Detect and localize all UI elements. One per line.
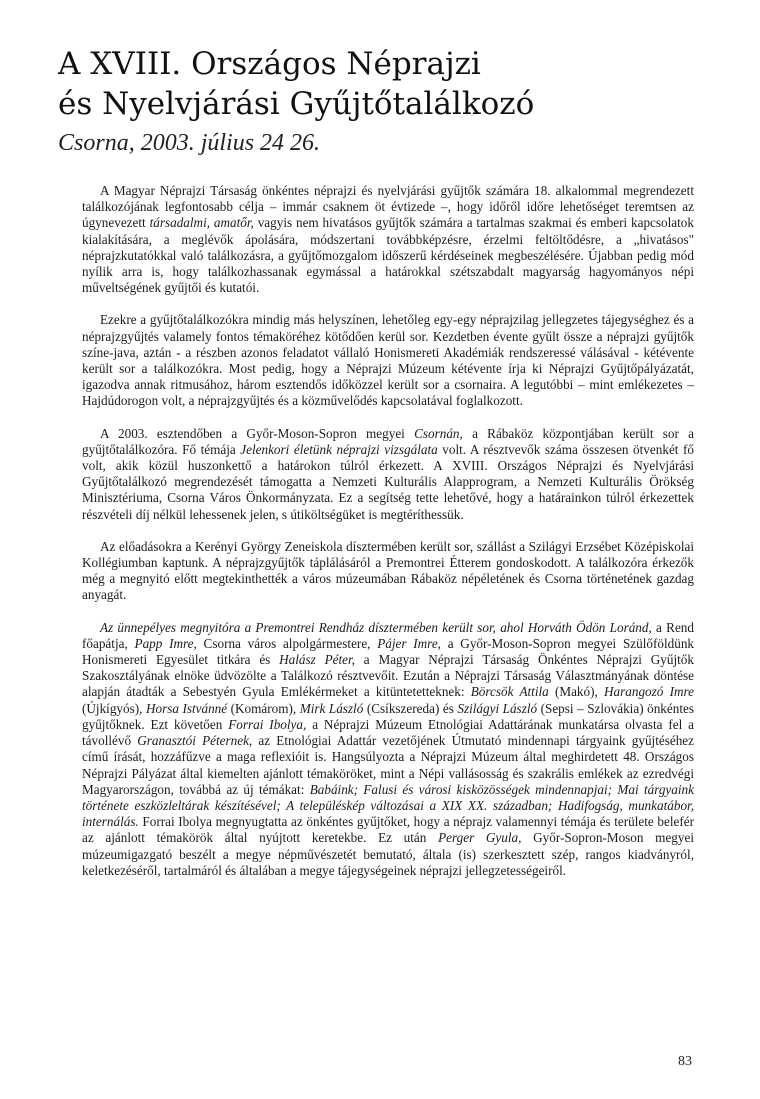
text-run: A Magyar Néprajzi Társaság önkéntes néprajzi és nyelvjárási gyűjtők számára 18. alkalommal megrendezett találkozójának legfontosabb célja – immár csaknem öt évtizede –, hogy időről időre lehetőséget teremtsen az úgynevezett bbox=[82, 183, 694, 231]
text-run: az Etnológiai Adattár vezetőjének Útmutató mindennapi tárgyaink gyűjtéséhez című írását, hozzáfűzve a maga reflexióit is. Hangsúlyozta a Néprajzi Múzeum által meghirdetett 48. Országos Néprajzi Pályázat által kiemelten ajánlott témaköröket, mint a Népi vallásosság és szakrális emlékek az ezredvégi Magyarországon, továbbá az új témákat: bbox=[82, 733, 694, 797]
body-paragraph bbox=[82, 426, 694, 523]
text-run: a Rend főapátja, bbox=[82, 619, 694, 651]
body-paragraph bbox=[82, 312, 694, 409]
body-paragraph bbox=[82, 539, 694, 604]
italic-text-run: Forrai Ibolya, bbox=[228, 716, 307, 732]
italic-text-run: társadalmi, amatőr, bbox=[149, 215, 254, 231]
italic-text-run: Perger Gyula, bbox=[438, 830, 522, 846]
text-run: Az előadásokra a Kerényi György Zeneiskola dísztermében került sor, szállást a Szilágyi Erzsébet Középiskolai Kollégiumban kaptunk. A néprajzgyűjtők táplálásáról a Premontrei Étterem gondoskodott. A találkozóra érkezők még a megnyitó előtt megtekinthették a város múzeumában Rábaköz népéletének és Csorna történetének gazdag anyagát. bbox=[82, 538, 694, 603]
page-title bbox=[58, 44, 718, 124]
text-run: Forrai Ibolya megnyugtatta az önkéntes gyűjtőket, hogy a néprajz valamennyi témája és területe belefér az ajánlott témakörök által nyújtott keretekbe. Ez után bbox=[82, 814, 694, 846]
italic-text-run: Börcsök Attila bbox=[470, 684, 549, 700]
title-line-1: A XVIII. Országos Néprajzi bbox=[58, 46, 481, 82]
italic-text-run: Granasztói Péternek, bbox=[137, 733, 253, 749]
italic-text-run: Horsa Istvánné bbox=[145, 700, 228, 716]
text-run: a Győr-Moson-Sopron megyei Szülőföldünk Honismereti Egyesület titkára és bbox=[82, 635, 695, 668]
body-paragraph bbox=[82, 620, 694, 879]
italic-text-run: Szilágyi László bbox=[457, 700, 538, 716]
italic-text-run: Jelenkori életünk néprajzi vizsgálata bbox=[240, 441, 438, 457]
text-run: (Újkígyós), bbox=[82, 700, 146, 716]
text-run: (Sepsi – Szlovákia) önkéntes gyűjtőknek. Ezt követően bbox=[82, 700, 694, 732]
text-run: a Rábaköz központjában került sor a gyűjtőtalálkozóra. Fő témája bbox=[82, 425, 694, 457]
italic-text-run: Pájer Imre, bbox=[377, 635, 441, 651]
text-run: volt. A résztvevők száma összesen ötvenkét fő volt, akik közül huszonkettő a határokon túlról érkezett. A XVIII. Országos Néprajzi és Nyelvjárási Gyűjtőtalálkozó megrendezését támogatta a Nemzeti Kulturális Alapprogram, a Nemzeti Kulturális Örökség Minisztériuma, Csorna Város Önkormányzata. Ez a segítség tette lehetővé, hogy a határainkon túlról érkezettek részvételi díj nélkül lehessenek jelen, s útiköltségüket is megtéríthessük. bbox=[82, 441, 694, 522]
article-body bbox=[82, 183, 694, 879]
text-run: a Néprajzi Múzeum Etnológiai Adattárának munkatársa olvasta fel a távollévő bbox=[82, 716, 695, 749]
italic-text-run: Halász Péter, bbox=[279, 652, 355, 668]
italic-text-run: Papp Imre, bbox=[134, 635, 197, 651]
body-paragraph bbox=[82, 183, 694, 296]
text-run: (Csíkszereda) és bbox=[363, 700, 458, 716]
text-run: Ezekre a gyűjtőtalálkozókra mindig más helyszínen, lehetőleg egy-egy néprajzilag jellegzetes tájegységhez és a néprajzgyűjtés valamely fontos témaköréhez kötődően kerül sor. Kezdetben évente gyűlt össze a néprajzi gyűjtők színe-java, aztán - a részben azonos feladatot vállaló Honismereti Akadémiák rendszeressé válásával - kétévente került sor a találkozókra. Most pedig, hogy a Néprajzi Múzeum kétévente írja ki Néprajzi Gyűjtőpályázatát, igazodva annak ritmusához, három esztendős időközzel került sor a csornaira. A legutóbbi – mint emlékezetes – Hajdúdorogon volt, a néprajzgyűjtés és a közművelődés kapcsolatával foglalkozott. bbox=[82, 312, 694, 409]
title-line-2: és Nyelvjárási Gyűjtőtalálkozó bbox=[58, 86, 535, 122]
text-run: a Magyar Néprajzi Társaság Önkéntes Néprajzi Gyűjtők Szakosztályának elnöke üdvözölte a Találkozó résztvevőit. Ezután a Néprajzi Társaság Választmányának döntése alapján átadták a Sebestyén Gyula Emlékérmeket a kitüntetetteknek: bbox=[82, 652, 694, 700]
page-subtitle: Csorna, 2003. július 24 26. bbox=[58, 130, 321, 156]
text-run: (Komárom), bbox=[227, 700, 300, 716]
text-run: Csorna város alpolgármestere, bbox=[196, 635, 378, 651]
italic-text-run: Mirk László bbox=[299, 700, 364, 716]
text-run: vagyis nem hivatásos gyűjtők számára a tartalmas szakmai és emberi kapcsolatok kialakítására, a meglévők ápolására, módszertani továbbképzésre, érzelmi feltöltődésre, a „hivatásos" néprajzkutatókkal való találkozásra, a gyűjtőmozgalom időszerű kérdéseinek megbeszélésére. Újabban pedig mód nyílik arra is, hogy találkozhassanak egymással a határokkal szétszabdalt magyarság hagyományos népi műveltségének gyűjtői és kutatói. bbox=[82, 215, 694, 296]
italic-text-run: Az ünnepélyes megnyitóra a Premontrei Rendház dísztermében került sor, ahol Horváth Ödön Loránd, bbox=[100, 619, 652, 635]
italic-text-run: Csornán, bbox=[414, 425, 463, 441]
text-run: Győr-Sopron-Moson megyei múzeumigazgató beszélt a megye népművészetét bemutató, általa (is) szerkesztett szép, rangos kiadványról, keletkezéséről, tartalmáról és általában a megye tájegységeinek néprajzi jellegzetességeiről. bbox=[82, 830, 694, 878]
text-run: A 2003. esztendőben a Győr-Moson-Sopron megyei bbox=[100, 425, 415, 441]
italic-text-run: Babáink; Falusi és városi kisközösségek mindennapjai; Mai tárgyaink története eszközleltárak készítésével; A településkép változásai a XIX XX. században; Hadifogság, munkatábor, internálás. bbox=[82, 781, 694, 830]
page-number: 83 bbox=[678, 1054, 692, 1069]
text-run: (Makó), bbox=[548, 684, 605, 700]
italic-text-run: Harangozó Imre bbox=[604, 684, 694, 700]
